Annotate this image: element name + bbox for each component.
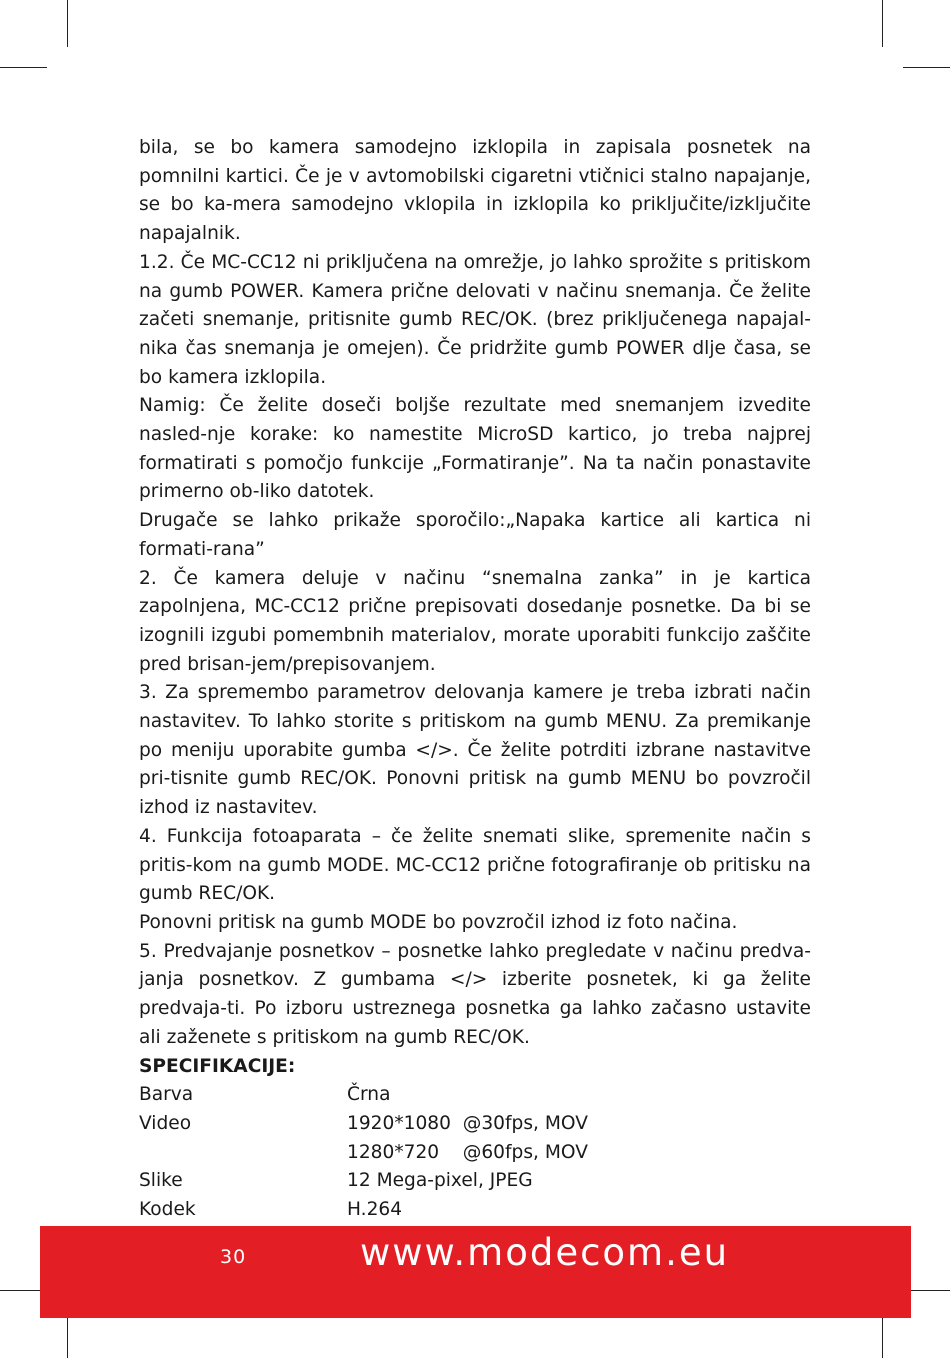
footer-bar — [40, 1226, 911, 1318]
paragraph: 2. Če kamera deluje v načinu “snemalna zanka” in je kartica zapolnjena, MC-CC12 prične prepisovati dosedanje posnetke. Da bi se izognili izgubi pomembnih materialov, morate uporabiti funkcijo zaščite pred brisan-jem/prepisovanjem. — [139, 567, 811, 675]
specs-table — [139, 1081, 811, 1225]
paragraph: 5. Predvajanje posnetkov – posnetke lahko pregledate v načinu predva-janja posnetkov. Z gumbama </> izberite posnetek, ki ga želite predvaja-ti. Po izboru ustreznega posnetka ga lahko začasno ustavite ali zaženete s pritiskom na gumb REC/OK. — [139, 940, 811, 1048]
crop-mark-top-right — [882, 0, 883, 47]
spec-label: Video — [139, 1112, 192, 1134]
spec-row — [139, 1196, 811, 1225]
spec-row — [139, 1167, 811, 1196]
crop-mark-top-left-h — [0, 67, 47, 68]
paragraph: 4. Funkcija fotoaparata – če želite snemati slike, spremenite način s pritis-kom na gumb MODE. MC-CC12 prične fotografiranje ob pritisku na gumb REC/OK. — [139, 825, 811, 905]
crop-mark-top-left — [67, 0, 68, 47]
page-number: 30 — [220, 1246, 247, 1268]
spec-label: Kodek — [139, 1199, 196, 1221]
spec-value: 12 Mega-pixel, JPEG — [347, 1170, 533, 1192]
paragraph: Drugače se lahko prikaže sporočilo:„Napaka kartice ali kartica ni formati-rana” — [139, 510, 811, 560]
crop-mark-bottom-left — [67, 1311, 68, 1358]
website-link[interactable]: www.modecom.eu — [360, 1231, 730, 1274]
paragraph: Ponovni pritisk na gumb MODE bo povzročil izhod iz foto načina. — [139, 911, 738, 933]
spec-label: Barva — [139, 1084, 194, 1106]
crop-mark-bottom-right — [882, 1311, 883, 1358]
spec-value: 1280*720 @60fps, MOV — [347, 1141, 588, 1163]
manual-text — [139, 134, 811, 1225]
paragraph: 1.2. Če MC-CC12 ni priključena na omrežje, jo lahko sprožite s pritiskom na gumb POWER. Kamera prične delovati v načinu snemanja. Če želite začeti snemanje, pritisnite gumb REC/OK. (brez priključenega napajal-nika čas snemanja je omejen). Če pridržite gumb POWER dlje časa, se bo kamera izklopila. — [139, 251, 811, 388]
spec-row — [139, 1110, 811, 1139]
spec-row — [139, 1081, 811, 1110]
specs-heading: SPECIFIKACIJE: — [139, 1055, 296, 1077]
paragraph: bila, se bo kamera samodejno izklopila in zapisala posnetek na pomnilni kartici. Če je v avtomobilski cigaretni vtičnici stalno napajanje, se bo ka-mera samodejno vklopila in izklopila ko priključite/izključite napajalnik. — [139, 137, 811, 245]
spec-label: Slike — [139, 1170, 183, 1192]
paragraph: Namig: Če želite doseči boljše rezultate med snemanjem izvedite nasled-nje korake: ko namestite MicroSD kartico, jo treba najprej formatirati s pomočjo funkcije „Formatiranje”. Na ta način ponastavite primerno ob-liko datotek. — [139, 395, 811, 503]
crop-mark-top-right-h — [903, 67, 950, 68]
spec-row — [139, 1139, 811, 1168]
spec-label — [139, 1139, 347, 1168]
spec-value: H.264 — [347, 1199, 403, 1221]
spec-value: Črna — [347, 1084, 391, 1106]
spec-value: 1920*1080 @30fps, MOV — [347, 1112, 588, 1134]
paragraph: 3. Za spremembo parametrov delovanja kamere je treba izbrati način nastavitev. To lahko storite s pritiskom na gumb MENU. Za premikanje po meniju uporabite gumba </>. Če želite potrditi izbrane nastavitve pri-tisnite gumb REC/OK. Ponovni pritisk na gumb MENU bo povzročil izhod iz nastavitev. — [139, 682, 811, 819]
